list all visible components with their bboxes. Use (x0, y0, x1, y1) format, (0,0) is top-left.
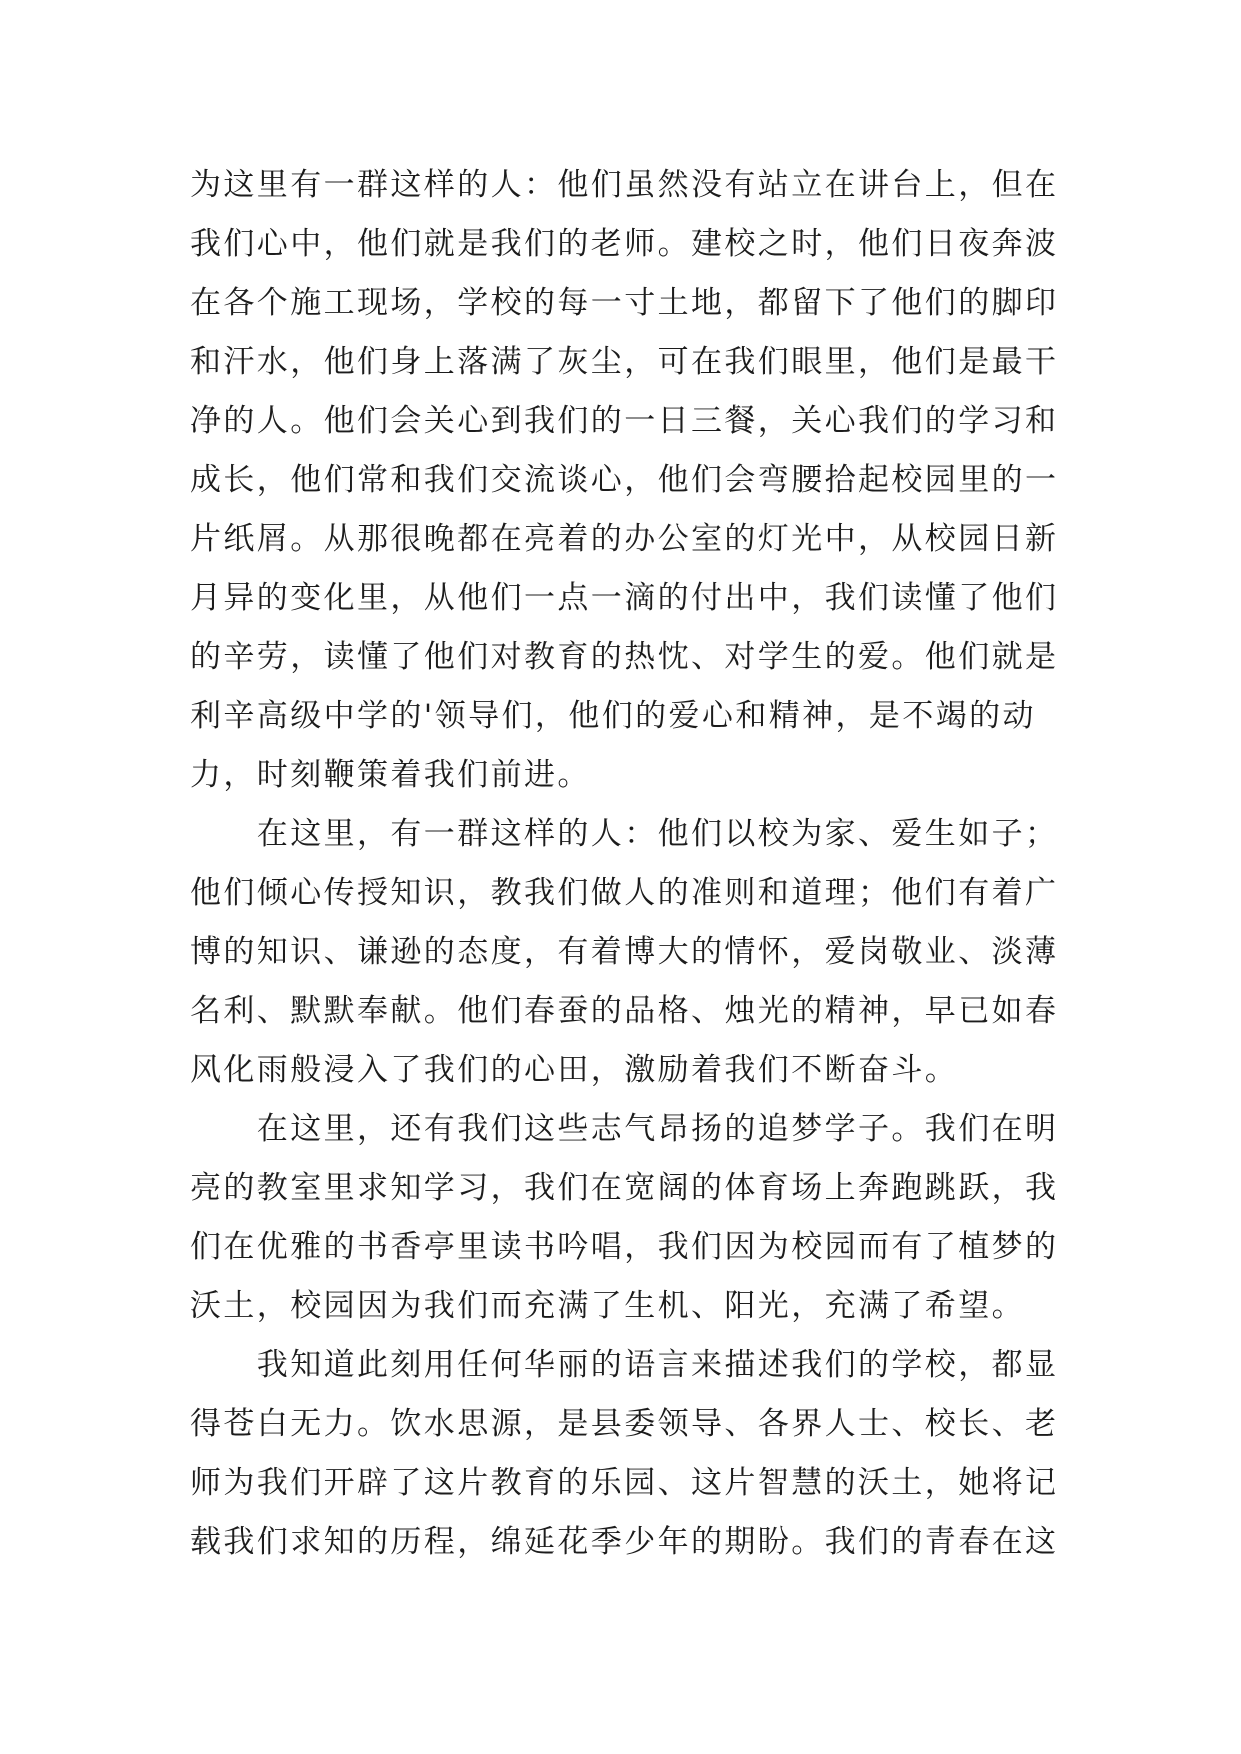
text-line: 名利、默默奉献。他们春蚕的品格、烛光的精神，早已如春 (190, 993, 1059, 1029)
document-body (190, 156, 1070, 1572)
text-line: 沃土，校园因为我们而充满了生机、阳光，充满了希望。 (190, 1288, 1025, 1324)
text-line: 载我们求知的历程，绵延花季少年的期盼。我们的青春在这 (190, 1524, 1059, 1560)
text-line: 师为我们开辟了这片教育的乐园、这片智慧的沃土，她将记 (190, 1465, 1059, 1501)
text-line: 风化雨般浸入了我们的心田，激励着我们不断奋斗。 (190, 1052, 959, 1088)
paragraph-start-line: 我知道此刻用任何华丽的语言来描述我们的学校，都显 (190, 1347, 1059, 1383)
text-line: 亮的教室里求知学习，我们在宽阔的体育场上奔跑跳跃，我 (190, 1170, 1059, 1206)
text-line: 和汗水，他们身上落满了灰尘，可在我们眼里，他们是最干 (190, 344, 1059, 380)
text-line: 成长，他们常和我们交流谈心，他们会弯腰拾起校园里的一 (190, 462, 1059, 498)
text-line: 他们倾心传授知识，教我们做人的准则和道理；他们有着广 (190, 875, 1059, 911)
paragraph-start-line: 在这里，还有我们这些志气昂扬的追梦学子。我们在明 (190, 1111, 1059, 1147)
text-line: 月异的变化里，从他们一点一滴的付出中，我们读懂了他们 (190, 580, 1059, 616)
text-line: 博的知识、谦逊的态度，有着博大的情怀，爱岗敬业、淡薄 (190, 934, 1059, 970)
text-line: 为这里有一群这样的人：他们虽然没有站立在讲台上，但在 (190, 167, 1059, 203)
text-line: 的辛劳，读懂了他们对教育的热忱、对学生的爱。他们就是 (190, 639, 1059, 675)
text-line: 片纸屑。从那很晚都在亮着的办公室的灯光中，从校园日新 (190, 521, 1059, 557)
text-line: 净的人。他们会关心到我们的一日三餐，关心我们的学习和 (190, 403, 1059, 439)
text-line: 得苍白无力。饮水思源，是县委领导、各界人士、校长、老 (190, 1406, 1059, 1442)
text-line: 力，时刻鞭策着我们前进。 (190, 757, 591, 793)
text-line: 在各个施工现场，学校的每一寸土地，都留下了他们的脚印 (190, 285, 1059, 321)
text-line: 们在优雅的书香亭里读书吟唱，我们因为校园而有了植梦的 (190, 1229, 1059, 1265)
text-line: 我们心中，他们就是我们的老师。建校之时，他们日夜奔波 (190, 226, 1059, 262)
paragraph-start-line: 在这里，有一群这样的人：他们以校为家、爱生如子； (190, 816, 1059, 852)
text-line: 利辛高级中学的'领导们，他们的爱心和精神，是不竭的动 (190, 698, 1036, 734)
